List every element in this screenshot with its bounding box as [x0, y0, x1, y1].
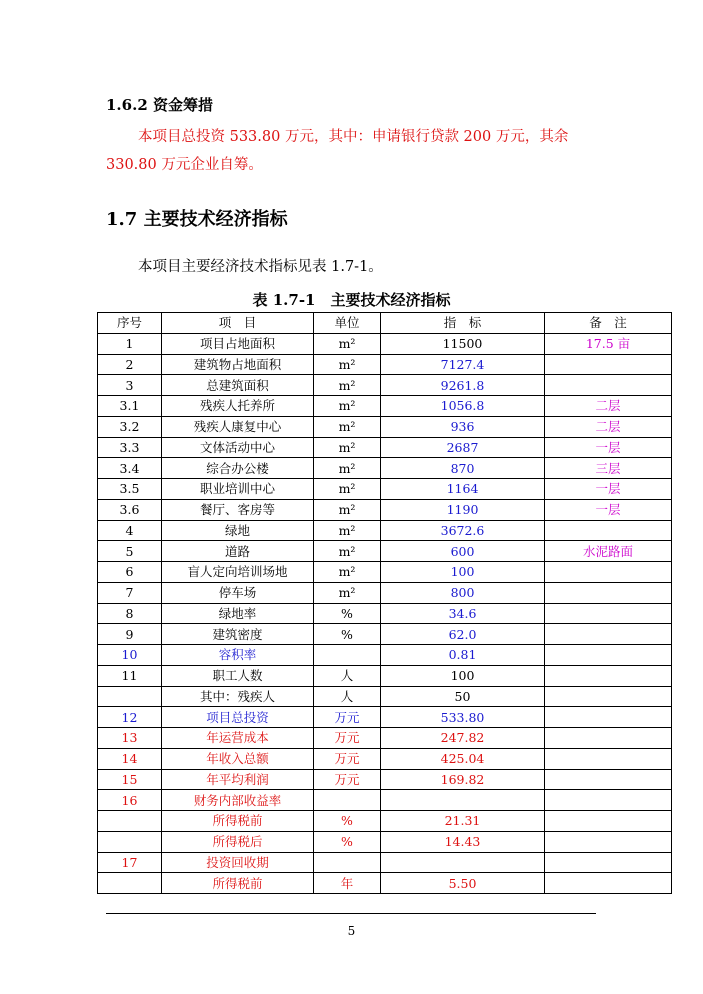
row-no: 14 — [98, 748, 162, 769]
header-value: 指 标 — [381, 313, 545, 334]
row-value — [381, 790, 545, 811]
row-note — [545, 852, 672, 873]
header-no: 序号 — [98, 313, 162, 334]
row-item: 盲人定向培训场地 — [162, 562, 314, 583]
row-value: 0.81 — [381, 645, 545, 666]
row-item: 总建筑面积 — [162, 375, 314, 396]
table-row — [98, 396, 672, 417]
row-value: 3672.6 — [381, 520, 545, 541]
row-note — [545, 562, 672, 583]
row-no — [98, 873, 162, 894]
row-unit: % — [314, 603, 381, 624]
row-value: 425.04 — [381, 748, 545, 769]
row-item: 残疾人托养所 — [162, 396, 314, 417]
row-item: 容积率 — [162, 645, 314, 666]
row-item: 综合办公楼 — [162, 458, 314, 479]
row-value: 50 — [381, 686, 545, 707]
table-header-row — [98, 313, 672, 334]
table-row — [98, 333, 672, 354]
table-row — [98, 562, 672, 583]
row-no: 10 — [98, 645, 162, 666]
row-no — [98, 831, 162, 852]
row-unit: % — [314, 624, 381, 645]
row-item: 所得税前 — [162, 811, 314, 832]
row-note: 三层 — [545, 458, 672, 479]
row-item: 文体活动中心 — [162, 437, 314, 458]
row-unit: 人 — [314, 686, 381, 707]
row-no — [98, 811, 162, 832]
table-row — [98, 479, 672, 500]
table-row — [98, 748, 672, 769]
table-row — [98, 831, 672, 852]
row-item: 绿地率 — [162, 603, 314, 624]
row-item: 年平均利润 — [162, 769, 314, 790]
row-value: 100 — [381, 562, 545, 583]
row-no: 5 — [98, 541, 162, 562]
row-value: 1056.8 — [381, 396, 545, 417]
row-note — [545, 603, 672, 624]
row-note — [545, 582, 672, 603]
row-note — [545, 873, 672, 894]
row-no: 6 — [98, 562, 162, 583]
row-value: 11500 — [381, 333, 545, 354]
table-row — [98, 686, 672, 707]
row-unit: % — [314, 831, 381, 852]
table-row — [98, 458, 672, 479]
page-number: 5 — [347, 924, 356, 938]
row-note — [545, 520, 672, 541]
row-item: 餐厅、客房等 — [162, 499, 314, 520]
row-no: 9 — [98, 624, 162, 645]
row-no: 3.4 — [98, 458, 162, 479]
row-value: 21.31 — [381, 811, 545, 832]
row-note: 水泥路面 — [545, 541, 672, 562]
row-item: 建筑密度 — [162, 624, 314, 645]
indicators-intro: 本项目主要经济技术指标见表 1.7-1。 — [138, 259, 383, 275]
row-unit: m² — [314, 520, 381, 541]
row-unit — [314, 852, 381, 873]
row-unit: m² — [314, 416, 381, 437]
footer-divider — [106, 913, 596, 914]
table-row — [98, 769, 672, 790]
row-value: 870 — [381, 458, 545, 479]
table-row — [98, 790, 672, 811]
row-value: 2687 — [381, 437, 545, 458]
header-item: 项 目 — [162, 313, 314, 334]
row-unit: m² — [314, 396, 381, 417]
row-item: 其中：残疾人 — [162, 686, 314, 707]
table-row — [98, 416, 672, 437]
row-item: 所得税前 — [162, 873, 314, 894]
row-no: 15 — [98, 769, 162, 790]
row-note — [545, 728, 672, 749]
row-value — [381, 852, 545, 873]
row-unit — [314, 645, 381, 666]
row-no: 3 — [98, 375, 162, 396]
row-item: 道路 — [162, 541, 314, 562]
row-note — [545, 686, 672, 707]
row-value: 9261.8 — [381, 375, 545, 396]
row-value: 1164 — [381, 479, 545, 500]
row-unit: m² — [314, 582, 381, 603]
row-unit: % — [314, 811, 381, 832]
table-row — [98, 541, 672, 562]
row-item: 停车场 — [162, 582, 314, 603]
row-unit: 年 — [314, 873, 381, 894]
row-no: 3.6 — [98, 499, 162, 520]
row-note — [545, 748, 672, 769]
row-no: 11 — [98, 665, 162, 686]
row-unit: 万元 — [314, 707, 381, 728]
row-no: 8 — [98, 603, 162, 624]
row-note: 一层 — [545, 479, 672, 500]
row-no: 4 — [98, 520, 162, 541]
row-note: 一层 — [545, 499, 672, 520]
row-item: 建筑物占地面积 — [162, 354, 314, 375]
row-value: 936 — [381, 416, 545, 437]
row-value: 600 — [381, 541, 545, 562]
table-row — [98, 437, 672, 458]
header-note: 备 注 — [545, 313, 672, 334]
row-item: 项目占地面积 — [162, 333, 314, 354]
row-note — [545, 811, 672, 832]
table-caption: 表 1.7-1 主要技术经济指标 — [252, 291, 451, 309]
table-row — [98, 624, 672, 645]
row-item: 项目总投资 — [162, 707, 314, 728]
row-value: 100 — [381, 665, 545, 686]
table-row — [98, 645, 672, 666]
row-unit — [314, 790, 381, 811]
row-item: 职工人数 — [162, 665, 314, 686]
row-item: 投资回收期 — [162, 852, 314, 873]
section-heading-indicators: 1.7 主要技术经济指标 — [106, 209, 288, 230]
table-row — [98, 811, 672, 832]
row-unit: m² — [314, 479, 381, 500]
row-value: 533.80 — [381, 707, 545, 728]
row-no — [98, 686, 162, 707]
row-note — [545, 831, 672, 852]
row-note — [545, 375, 672, 396]
row-unit: m² — [314, 458, 381, 479]
row-unit: 万元 — [314, 728, 381, 749]
table-row — [98, 375, 672, 396]
row-no: 12 — [98, 707, 162, 728]
row-note — [545, 707, 672, 728]
row-no: 16 — [98, 790, 162, 811]
row-note — [545, 790, 672, 811]
row-note — [545, 769, 672, 790]
row-unit: m² — [314, 499, 381, 520]
row-item: 财务内部收益率 — [162, 790, 314, 811]
table-row — [98, 582, 672, 603]
row-value: 1190 — [381, 499, 545, 520]
row-no: 3.1 — [98, 396, 162, 417]
row-unit: m² — [314, 541, 381, 562]
row-no: 13 — [98, 728, 162, 749]
row-note — [545, 354, 672, 375]
row-note — [545, 645, 672, 666]
row-value: 800 — [381, 582, 545, 603]
row-no: 17 — [98, 852, 162, 873]
row-unit: m² — [314, 562, 381, 583]
row-value: 7127.4 — [381, 354, 545, 375]
row-no: 3.5 — [98, 479, 162, 500]
row-value: 62.0 — [381, 624, 545, 645]
row-unit: 万元 — [314, 748, 381, 769]
section-heading-funding: 1.6.2 资金筹措 — [106, 96, 213, 114]
row-unit: m² — [314, 354, 381, 375]
row-note — [545, 665, 672, 686]
table-row — [98, 852, 672, 873]
row-item: 残疾人康复中心 — [162, 416, 314, 437]
table-row — [98, 707, 672, 728]
row-note: 二层 — [545, 416, 672, 437]
row-item: 年收入总额 — [162, 748, 314, 769]
row-note — [545, 624, 672, 645]
row-item: 绿地 — [162, 520, 314, 541]
row-no: 3.3 — [98, 437, 162, 458]
row-unit: m² — [314, 437, 381, 458]
row-no: 2 — [98, 354, 162, 375]
row-no: 1 — [98, 333, 162, 354]
row-value: 247.82 — [381, 728, 545, 749]
row-note: 一层 — [545, 437, 672, 458]
table-row — [98, 354, 672, 375]
row-unit: 人 — [314, 665, 381, 686]
indicators-table — [97, 312, 672, 894]
row-unit: m² — [314, 333, 381, 354]
table-row — [98, 520, 672, 541]
row-no: 3.2 — [98, 416, 162, 437]
table-row — [98, 728, 672, 749]
row-unit: 万元 — [314, 769, 381, 790]
row-no: 7 — [98, 582, 162, 603]
row-item: 职业培训中心 — [162, 479, 314, 500]
table-row — [98, 665, 672, 686]
row-value: 5.50 — [381, 873, 545, 894]
funding-paragraph: 本项目总投资 533.80 万元，其中：申请银行贷款 200 万元，其余 330.80 万元企业自筹。 — [106, 129, 569, 173]
row-item: 年运营成本 — [162, 728, 314, 749]
row-value: 34.6 — [381, 603, 545, 624]
header-unit: 单位 — [314, 313, 381, 334]
row-unit: m² — [314, 375, 381, 396]
row-note: 二层 — [545, 396, 672, 417]
row-value: 14.43 — [381, 831, 545, 852]
row-note: 17.5 亩 — [545, 333, 672, 354]
table-row — [98, 873, 672, 894]
table-row — [98, 499, 672, 520]
row-item: 所得税后 — [162, 831, 314, 852]
table-row — [98, 603, 672, 624]
row-value: 169.82 — [381, 769, 545, 790]
